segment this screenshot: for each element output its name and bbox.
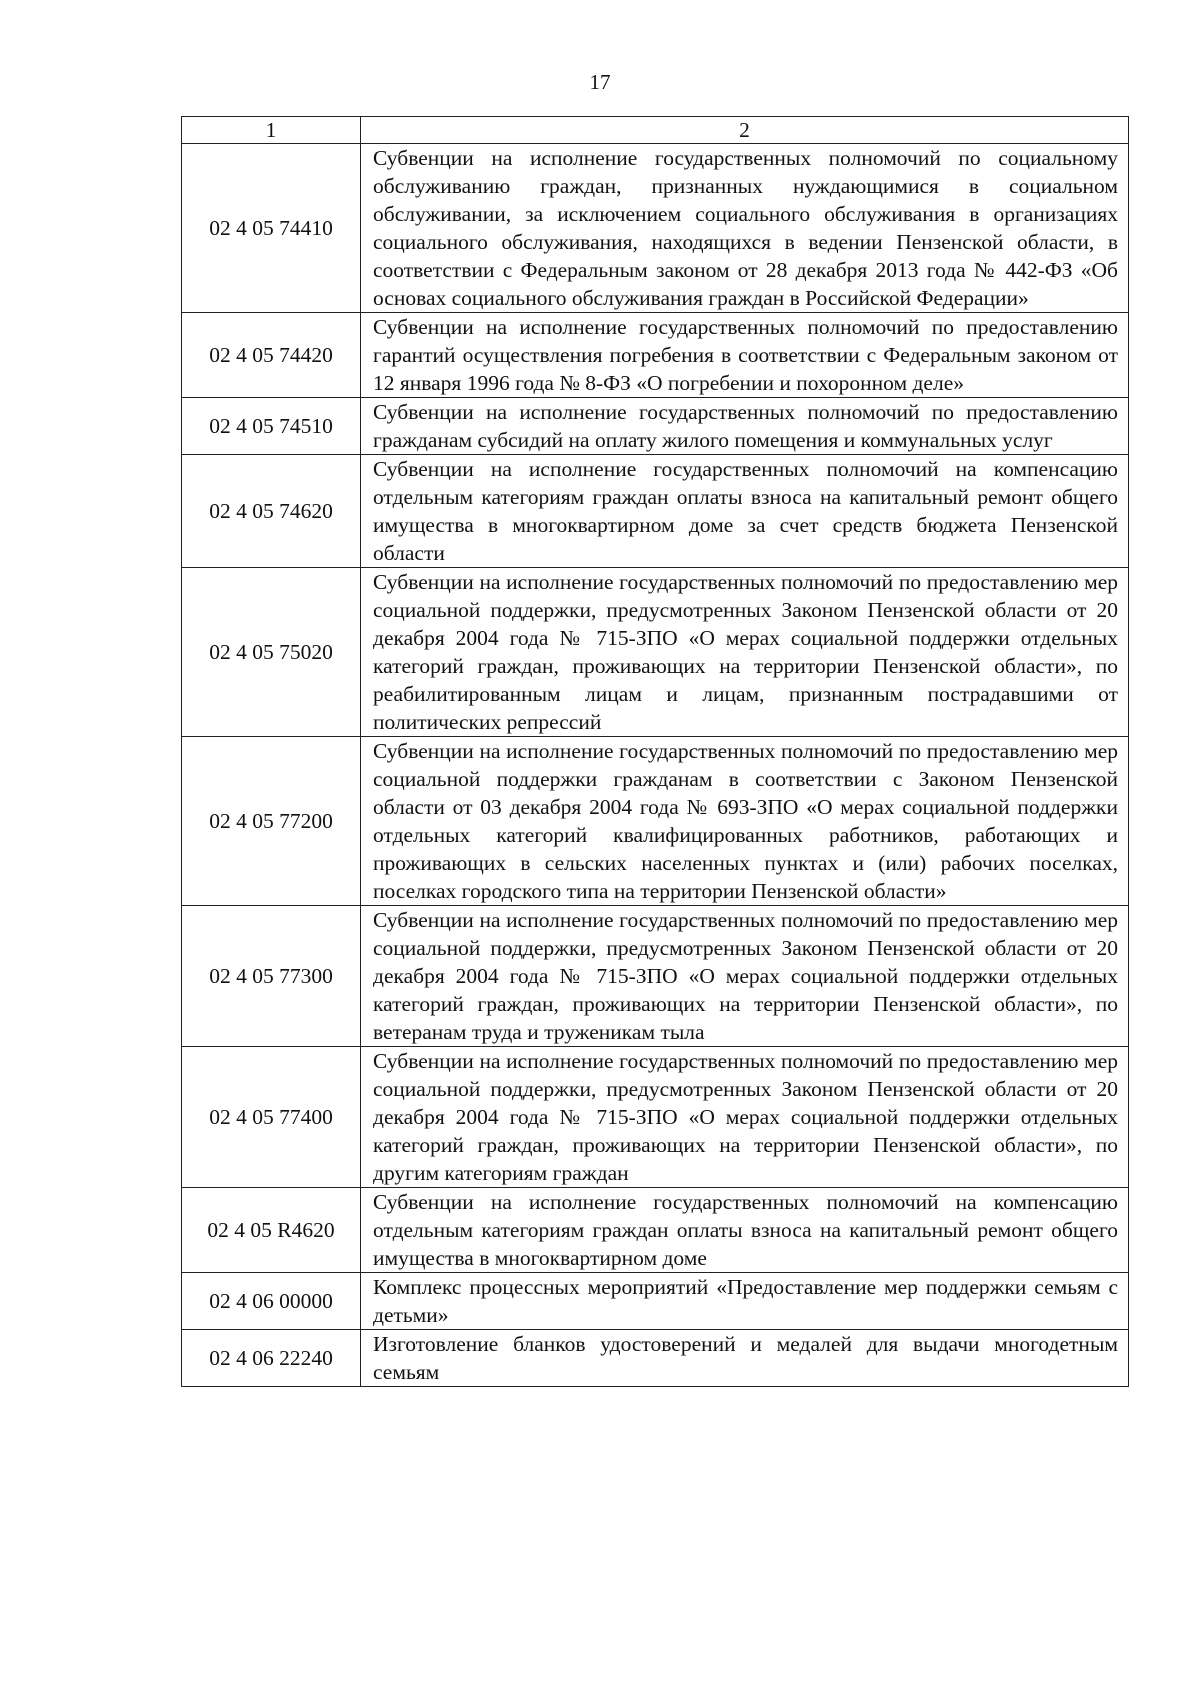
row-code: 02 4 05 75020 (182, 568, 361, 737)
page-number: 17 (589, 70, 611, 94)
row-code: 02 4 05 77200 (182, 737, 361, 906)
row-description: Субвенции на исполнение государственных полномочий по предоставлению гражданам субсидий на оплату жилого помещения и коммунальных услуг (361, 398, 1129, 455)
row-description: Субвенции на исполнение государственных полномочий на компенсацию отдельным категориям граждан оплаты взноса на капитальный ремонт общего имущества в многоквартирном доме за счет средств бюджета Пензенской области (361, 455, 1129, 568)
table-row (182, 1188, 1129, 1273)
table-row (182, 313, 1129, 398)
row-description: Субвенции на исполнение государственных полномочий на компенсацию отдельным категориям граждан оплаты взноса на капитальный ремонт общего имущества в многоквартирном доме (361, 1188, 1129, 1273)
row-description: Субвенции на исполнение государственных полномочий по предоставлению мер социальной поддержки, предусмотренных Законом Пензенской области от 20 декабря 2004 года № 715-ЗПО «О мерах социальной поддержки отдельных категорий граждан, проживающих на территории Пензенской области», по реабилитированным лицам и лицам, признанным пострадавшими от политических репрессий (361, 568, 1129, 737)
table-row (182, 455, 1129, 568)
table-row (182, 737, 1129, 906)
row-description: Субвенции на исполнение государственных полномочий по предоставлению мер социальной поддержки гражданам в соответствии с Законом Пензенской области от 03 декабря 2004 года № 693-ЗПО «О мерах социальной поддержки отдельных категорий квалифицированных работников, работающих и проживающих в сельских населенных пунктах и (или) рабочих поселках, поселках городского типа на территории Пензенской области» (361, 737, 1129, 906)
table-row (182, 1047, 1129, 1188)
budget-classification-table (181, 116, 1129, 1387)
table-row (182, 1273, 1129, 1330)
table-header-row (182, 117, 1129, 144)
table-row (182, 398, 1129, 455)
column-header-1: 1 (182, 117, 361, 144)
row-description: Изготовление бланков удостоверений и медалей для выдачи многодетным семьям (361, 1330, 1129, 1387)
table-row (182, 1330, 1129, 1387)
table-row (182, 906, 1129, 1047)
row-description: Субвенции на исполнение государственных полномочий по предоставлению мер социальной поддержки, предусмотренных Законом Пензенской области от 20 декабря 2004 года № 715-ЗПО «О мерах социальной поддержки отдельных категорий граждан, проживающих на территории Пензенской области», по другим категориям граждан (361, 1047, 1129, 1188)
row-description: Субвенции на исполнение государственных полномочий по предоставлению гарантий осуществления погребения в соответствии с Федеральным законом от 12 января 1996 года № 8-ФЗ «О погребении и похоронном деле» (361, 313, 1129, 398)
row-code: 02 4 06 22240 (182, 1330, 361, 1387)
row-code: 02 4 05 77400 (182, 1047, 361, 1188)
row-code: 02 4 05 77300 (182, 906, 361, 1047)
table-row (182, 568, 1129, 737)
row-code: 02 4 05 R4620 (182, 1188, 361, 1273)
row-code: 02 4 06 00000 (182, 1273, 361, 1330)
row-code: 02 4 05 74510 (182, 398, 361, 455)
row-description: Субвенции на исполнение государственных полномочий по социальному обслуживанию граждан, признанных нуждающимися в социальном обслуживании, за исключением социального обслуживания в организациях социального обслуживания, находящихся в ведении Пензенской области, в соответствии с Федеральным законом от 28 декабря 2013 года № 442-ФЗ «Об основах социального обслуживания граждан в Российской Федерации» (361, 144, 1129, 313)
column-header-2: 2 (361, 117, 1129, 144)
row-code: 02 4 05 74410 (182, 144, 361, 313)
row-description: Субвенции на исполнение государственных полномочий по предоставлению мер социальной поддержки, предусмотренных Законом Пензенской области от 20 декабря 2004 года № 715-ЗПО «О мерах социальной поддержки отдельных категорий граждан, проживающих на территории Пензенской области», по ветеранам труда и труженикам тыла (361, 906, 1129, 1047)
table-row (182, 144, 1129, 313)
row-description: Комплекс процессных мероприятий «Предоставление мер поддержки семьям с детьми» (361, 1273, 1129, 1330)
row-code: 02 4 05 74420 (182, 313, 361, 398)
row-code: 02 4 05 74620 (182, 455, 361, 568)
